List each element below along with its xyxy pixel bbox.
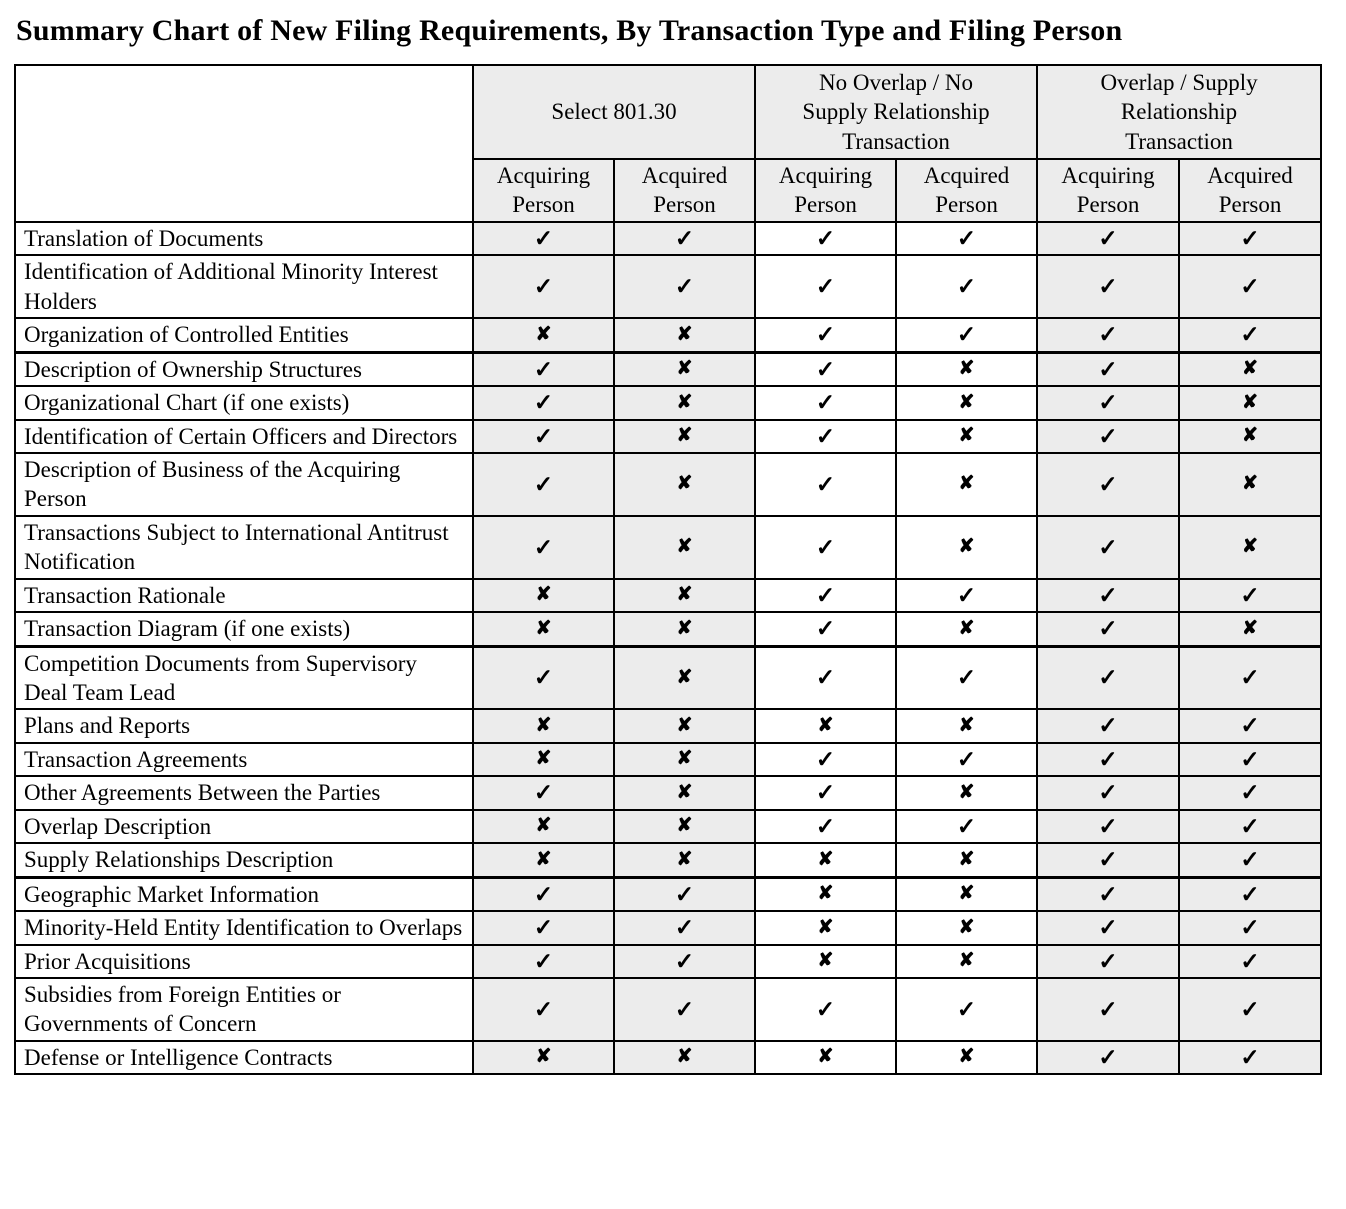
cross-mark-cell: ✘ <box>896 911 1037 944</box>
check-mark-cell: ✓ <box>1037 579 1179 612</box>
check-mark-cell: ✓ <box>1037 945 1179 978</box>
check-mark-cell: ✓ <box>1179 222 1321 255</box>
check-mark-cell: ✓ <box>473 646 614 709</box>
check-mark-cell: ✓ <box>1037 911 1179 944</box>
check-mark-cell: ✓ <box>473 776 614 809</box>
check-mark-cell: ✓ <box>1179 709 1321 742</box>
check-mark-cell: ✓ <box>896 255 1037 318</box>
check-mark-cell: ✓ <box>1037 776 1179 809</box>
cross-mark-cell: ✘ <box>896 420 1037 453</box>
table-row <box>15 646 1321 709</box>
cross-mark-cell: ✘ <box>614 743 755 776</box>
cross-mark-cell: ✘ <box>896 516 1037 579</box>
cross-mark-cell: ✘ <box>755 709 896 742</box>
check-mark-cell: ✓ <box>1037 843 1179 877</box>
table-row <box>15 612 1321 646</box>
column-group-select-801-30 <box>473 65 755 159</box>
row-label: Transaction Diagram (if one exists) <box>15 612 473 646</box>
check-mark-cell: ✓ <box>1179 743 1321 776</box>
table-row <box>15 776 1321 809</box>
check-mark-cell: ✓ <box>1037 743 1179 776</box>
corner-cell <box>15 65 473 222</box>
row-label: Minority-Held Entity Identification to Overlaps <box>15 911 473 944</box>
check-mark-cell: ✓ <box>1037 318 1179 352</box>
check-mark-cell: ✓ <box>755 810 896 843</box>
check-mark-cell: ✓ <box>755 646 896 709</box>
cross-mark-cell: ✘ <box>614 810 755 843</box>
check-mark-cell: ✓ <box>755 352 896 386</box>
check-mark-cell: ✓ <box>1179 843 1321 877</box>
requirements-tbody <box>15 222 1321 1074</box>
check-mark-cell: ✓ <box>1179 978 1321 1041</box>
cross-mark-cell: ✘ <box>614 1041 755 1074</box>
row-label: Defense or Intelligence Contracts <box>15 1041 473 1074</box>
cross-mark-cell: ✘ <box>755 843 896 877</box>
check-mark-cell: ✓ <box>755 743 896 776</box>
check-mark-cell: ✓ <box>755 776 896 809</box>
check-mark-cell: ✓ <box>1037 516 1179 579</box>
check-mark-cell: ✓ <box>473 420 614 453</box>
check-mark-cell: ✓ <box>755 255 896 318</box>
check-mark-cell: ✓ <box>614 877 755 911</box>
column-group-label: Select 801.30 <box>551 99 677 125</box>
table-row <box>15 352 1321 386</box>
row-label: Organizational Chart (if one exists) <box>15 386 473 419</box>
check-mark-cell: ✓ <box>1037 386 1179 419</box>
cross-mark-cell: ✘ <box>896 1041 1037 1074</box>
column-group-label: Overlap / Supply Relationship Transaction <box>1100 69 1258 154</box>
cross-mark-cell: ✘ <box>473 318 614 352</box>
check-mark-cell: ✓ <box>473 352 614 386</box>
cross-mark-cell: ✘ <box>473 743 614 776</box>
check-mark-cell: ✓ <box>473 516 614 579</box>
cross-mark-cell: ✘ <box>614 420 755 453</box>
check-mark-cell: ✓ <box>1037 222 1179 255</box>
cross-mark-cell: ✘ <box>614 579 755 612</box>
subcol-acquired-person-3: Acquired Person <box>1179 159 1321 222</box>
page-title: Summary Chart of New Filing Requirements, By Transaction Type and Filing Person <box>16 14 1123 47</box>
cross-mark-cell: ✘ <box>896 386 1037 419</box>
cross-mark-cell: ✘ <box>473 709 614 742</box>
check-mark-cell: ✓ <box>1179 911 1321 944</box>
check-mark-cell: ✓ <box>755 978 896 1041</box>
row-label: Translation of Documents <box>15 222 473 255</box>
cross-mark-cell: ✘ <box>1179 516 1321 579</box>
check-mark-cell: ✓ <box>614 945 755 978</box>
cross-mark-cell: ✘ <box>614 843 755 877</box>
subcol-acquiring-person-2: Acquiring Person <box>755 159 896 222</box>
table-row <box>15 945 1321 978</box>
row-label: Transactions Subject to International Antitrust Notification <box>15 516 473 579</box>
table-row <box>15 255 1321 318</box>
table-row <box>15 516 1321 579</box>
table-row <box>15 579 1321 612</box>
row-label: Supply Relationships Description <box>15 843 473 877</box>
check-mark-cell: ✓ <box>1037 709 1179 742</box>
cross-mark-cell: ✘ <box>614 453 755 516</box>
table-row <box>15 911 1321 944</box>
check-mark-cell: ✓ <box>1037 877 1179 911</box>
table-row <box>15 709 1321 742</box>
row-label: Organization of Controlled Entities <box>15 318 473 352</box>
table-row <box>15 810 1321 843</box>
check-mark-cell: ✓ <box>614 255 755 318</box>
check-mark-cell: ✓ <box>1179 318 1321 352</box>
cross-mark-cell: ✘ <box>614 612 755 646</box>
table-row <box>15 420 1321 453</box>
column-group-label: No Overlap / No Supply Relationship Transaction <box>802 69 990 154</box>
cross-mark-cell: ✘ <box>473 612 614 646</box>
cross-mark-cell: ✘ <box>1179 352 1321 386</box>
check-mark-cell: ✓ <box>896 579 1037 612</box>
check-mark-cell: ✓ <box>1037 352 1179 386</box>
cross-mark-cell: ✘ <box>473 843 614 877</box>
subcol-acquiring-person-3: Acquiring Person <box>1037 159 1179 222</box>
check-mark-cell: ✓ <box>1179 776 1321 809</box>
check-mark-cell: ✓ <box>755 222 896 255</box>
row-label: Other Agreements Between the Parties <box>15 776 473 809</box>
row-label: Description of Ownership Structures <box>15 352 473 386</box>
row-label: Description of Business of the Acquiring Person <box>15 453 473 516</box>
row-label: Transaction Agreements <box>15 743 473 776</box>
subcol-acquired-person-1: Acquired Person <box>614 159 755 222</box>
table-row <box>15 222 1321 255</box>
column-group-no-overlap-no-supply <box>755 65 1037 159</box>
row-label: Prior Acquisitions <box>15 945 473 978</box>
cross-mark-cell: ✘ <box>896 352 1037 386</box>
check-mark-cell: ✓ <box>473 255 614 318</box>
check-mark-cell: ✓ <box>1037 978 1179 1041</box>
cross-mark-cell: ✘ <box>614 516 755 579</box>
cross-mark-cell: ✘ <box>896 612 1037 646</box>
table-row <box>15 318 1321 352</box>
check-mark-cell: ✓ <box>1179 877 1321 911</box>
cross-mark-cell: ✘ <box>1179 386 1321 419</box>
check-mark-cell: ✓ <box>614 911 755 944</box>
row-label: Identification of Certain Officers and Directors <box>15 420 473 453</box>
cross-mark-cell: ✘ <box>614 646 755 709</box>
cross-mark-cell: ✘ <box>755 911 896 944</box>
row-label: Overlap Description <box>15 810 473 843</box>
cross-mark-cell: ✘ <box>896 877 1037 911</box>
cross-mark-cell: ✘ <box>755 1041 896 1074</box>
cross-mark-cell: ✘ <box>1179 612 1321 646</box>
cross-mark-cell: ✘ <box>614 709 755 742</box>
row-label: Subsidies from Foreign Entities or Governments of Concern <box>15 978 473 1041</box>
check-mark-cell: ✓ <box>1179 810 1321 843</box>
table-row <box>15 743 1321 776</box>
check-mark-cell: ✓ <box>1179 1041 1321 1074</box>
check-mark-cell: ✓ <box>473 222 614 255</box>
cross-mark-cell: ✘ <box>473 1041 614 1074</box>
check-mark-cell: ✓ <box>755 453 896 516</box>
filing-requirements-table <box>14 64 1322 1075</box>
check-mark-cell: ✓ <box>473 453 614 516</box>
check-mark-cell: ✓ <box>1037 255 1179 318</box>
check-mark-cell: ✓ <box>1037 612 1179 646</box>
check-mark-cell: ✓ <box>1037 646 1179 709</box>
check-mark-cell: ✓ <box>896 810 1037 843</box>
check-mark-cell: ✓ <box>896 978 1037 1041</box>
row-label: Transaction Rationale <box>15 579 473 612</box>
table-row <box>15 1041 1321 1074</box>
cross-mark-cell: ✘ <box>755 945 896 978</box>
group-header-row <box>15 65 1321 159</box>
check-mark-cell: ✓ <box>473 877 614 911</box>
cross-mark-cell: ✘ <box>1179 453 1321 516</box>
table-row <box>15 453 1321 516</box>
check-mark-cell: ✓ <box>1179 945 1321 978</box>
cross-mark-cell: ✘ <box>896 945 1037 978</box>
check-mark-cell: ✓ <box>1037 453 1179 516</box>
cross-mark-cell: ✘ <box>896 776 1037 809</box>
check-mark-cell: ✓ <box>755 516 896 579</box>
cross-mark-cell: ✘ <box>473 579 614 612</box>
cross-mark-cell: ✘ <box>755 877 896 911</box>
cross-mark-cell: ✘ <box>614 352 755 386</box>
check-mark-cell: ✓ <box>755 579 896 612</box>
check-mark-cell: ✓ <box>896 743 1037 776</box>
check-mark-cell: ✓ <box>1179 646 1321 709</box>
check-mark-cell: ✓ <box>614 222 755 255</box>
row-label: Plans and Reports <box>15 709 473 742</box>
subcol-acquired-person-2: Acquired Person <box>896 159 1037 222</box>
row-label: Identification of Additional Minority Interest Holders <box>15 255 473 318</box>
row-label: Geographic Market Information <box>15 877 473 911</box>
check-mark-cell: ✓ <box>755 318 896 352</box>
check-mark-cell: ✓ <box>473 386 614 419</box>
subcol-acquiring-person-1: Acquiring Person <box>473 159 614 222</box>
check-mark-cell: ✓ <box>614 978 755 1041</box>
column-group-overlap-supply <box>1037 65 1321 159</box>
table-row <box>15 978 1321 1041</box>
check-mark-cell: ✓ <box>896 318 1037 352</box>
check-mark-cell: ✓ <box>1037 1041 1179 1074</box>
cross-mark-cell: ✘ <box>473 810 614 843</box>
check-mark-cell: ✓ <box>1037 810 1179 843</box>
cross-mark-cell: ✘ <box>1179 420 1321 453</box>
check-mark-cell: ✓ <box>755 420 896 453</box>
check-mark-cell: ✓ <box>473 978 614 1041</box>
cross-mark-cell: ✘ <box>614 386 755 419</box>
cross-mark-cell: ✘ <box>614 318 755 352</box>
check-mark-cell: ✓ <box>896 646 1037 709</box>
row-label: Competition Documents from Supervisory Deal Team Lead <box>15 646 473 709</box>
check-mark-cell: ✓ <box>1179 579 1321 612</box>
table-row <box>15 877 1321 911</box>
check-mark-cell: ✓ <box>1037 420 1179 453</box>
cross-mark-cell: ✘ <box>896 843 1037 877</box>
check-mark-cell: ✓ <box>755 612 896 646</box>
check-mark-cell: ✓ <box>896 222 1037 255</box>
check-mark-cell: ✓ <box>473 911 614 944</box>
cross-mark-cell: ✘ <box>896 709 1037 742</box>
check-mark-cell: ✓ <box>1179 255 1321 318</box>
check-mark-cell: ✓ <box>755 386 896 419</box>
table-row <box>15 386 1321 419</box>
cross-mark-cell: ✘ <box>896 453 1037 516</box>
table-row <box>15 843 1321 877</box>
check-mark-cell: ✓ <box>473 945 614 978</box>
cross-mark-cell: ✘ <box>614 776 755 809</box>
